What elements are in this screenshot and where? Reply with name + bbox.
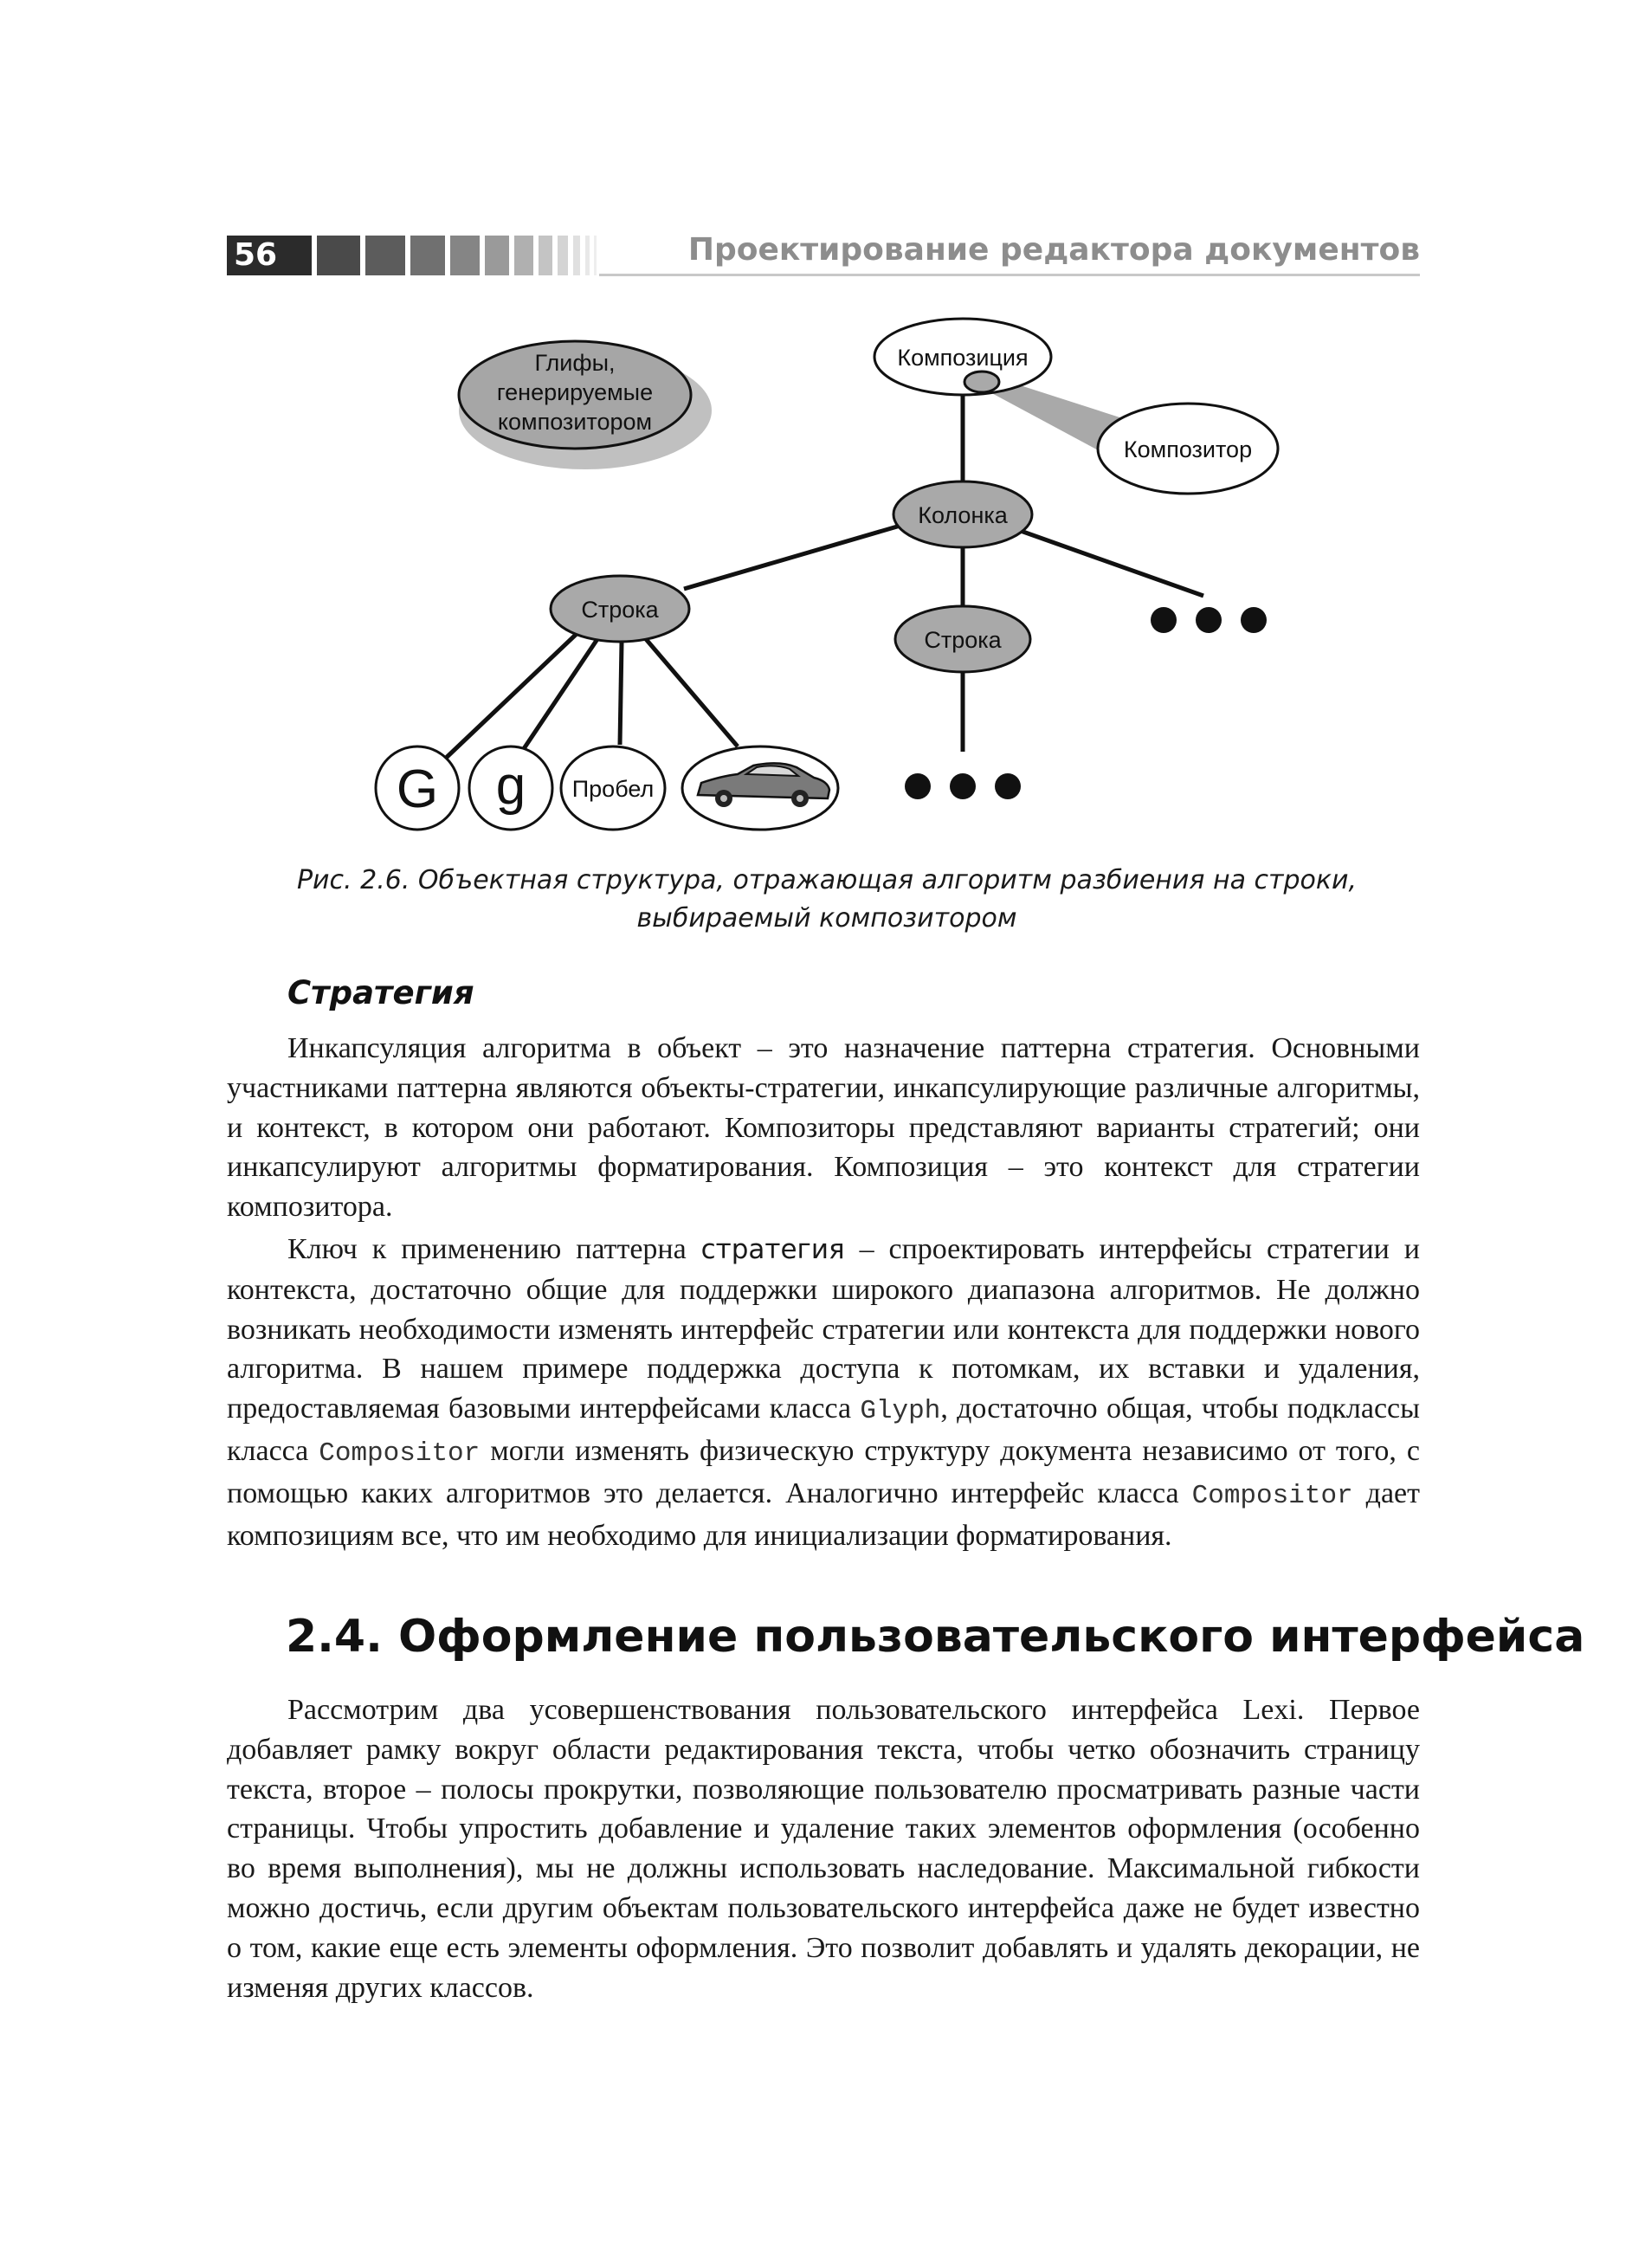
edge-column-row-left: [684, 523, 909, 589]
paragraph-2-text: [227, 1230, 1420, 1555]
row-middle-label: Строка: [924, 627, 1002, 653]
running-title: Проектирование редактора документов: [687, 232, 1420, 268]
p2-text-a: Ключ к применению паттерна: [287, 1233, 701, 1265]
code-compositor: Compositor: [319, 1438, 481, 1469]
glyph-g-label: g: [495, 756, 526, 816]
code-glyph: Glyph: [860, 1396, 941, 1427]
section-heading: Стратегия: [287, 974, 474, 1011]
edge-row-space: [620, 643, 622, 745]
caption-line-1: Рис. 2.6. Объектная структура, отражающая алгоритм разбиения на строки,: [296, 865, 1358, 895]
space-label: Пробел: [571, 776, 655, 802]
paragraph-2: [227, 1230, 1420, 1555]
code-compositor-2: Compositor: [1191, 1480, 1353, 1511]
glyphs-note-line-1: Глифы,: [534, 350, 616, 376]
dot: [1151, 607, 1177, 633]
paragraph-1: [227, 1029, 1420, 1227]
dot: [995, 773, 1021, 799]
column-label: Колонка: [918, 502, 1008, 528]
dot: [1196, 607, 1222, 633]
compositor-ref: [964, 372, 999, 392]
paragraph-3-text: Рассмотрим два усовершенствования пользовательского интерфейса Lexi. Первое добавляет рамку вокруг области редактирования текста, чтобы четко обозначить страницу текста, второе – полосы прокрутки, позволяющие пользователю просматривать разные части страницы. Чтобы упростить добавление и удаление таких элементов оформления (особенно во время выполнения), мы не должны использовать наследование. Максимальной гибкости можно достичь, если другим объектам пользовательского интерфейса даже не будет известно о том, какие еще есть элементы оформления. Это позволит добавлять и удалять декорации, не изменяя других классов.: [227, 1694, 1420, 2004]
p2-text-b: – спроектировать интерфейсы стратегии и контекста, достаточно общие для поддержки широкого диапазона алгоритмов. Не должно возникать необходимости изменять интерфейс стратегии или контекста для поддержки нового алгоритма. В нашем примере поддержка доступа к потомкам, их вставки и удаления, предоставляемая базовыми интерфейсами класса: [227, 1233, 1420, 1425]
paragraph-3: [227, 1690, 1420, 2007]
figure-caption: [234, 862, 1420, 938]
object-structure-figure: [0, 0, 1645, 866]
edge-row-car: [646, 639, 738, 746]
caption-line-2: выбираемый композитором: [636, 903, 1017, 934]
chapter-heading: 2.4. Оформление пользовательского интерфейса: [286, 1611, 1585, 1663]
composition-label: Композиция: [897, 345, 1029, 371]
glyphs-note-line-3: композитором: [497, 409, 653, 435]
ellipsis-column-children: [1151, 607, 1267, 633]
row-left-label: Строка: [581, 597, 659, 623]
dot: [1241, 607, 1267, 633]
dot: [950, 773, 976, 799]
glyphs-note-line-2: генерируемые: [496, 379, 654, 405]
glyph-G-label: G: [396, 759, 439, 819]
paragraph-1-text: Инкапсуляция алгоритма в объект – это назначение паттерна стратегия. Основными участниками паттерна являются объекты-стратегии, инкапсулирующие различные алгоритмы, и контекст, в котором они работают. Композиторы представляют варианты стратегий; они инкапсулируют алгоритмы форматирования. Композиция – это контекст для стратегии композитора.: [227, 1032, 1420, 1224]
page-number: 56: [234, 237, 278, 273]
p2-text-d: могли изменять физическую структуру документа независимо от того, с помощью каких алгоритмов это делается. Аналогично интерфейс класса: [227, 1434, 1420, 1509]
p2-text-e: дает композициям все, что им необходимо для инициализации форматирования.: [227, 1476, 1420, 1552]
dot: [905, 773, 931, 799]
ellipsis-row-children: [905, 773, 1021, 799]
edge-row-glyph-g: [519, 639, 597, 755]
compositor-label: Композитор: [1123, 436, 1253, 462]
p2-text-c: , достаточно общая, чтобы подклассы класса: [227, 1392, 1420, 1467]
pattern-term: стратегия: [700, 1234, 845, 1265]
edge-column-more: [1018, 530, 1203, 596]
